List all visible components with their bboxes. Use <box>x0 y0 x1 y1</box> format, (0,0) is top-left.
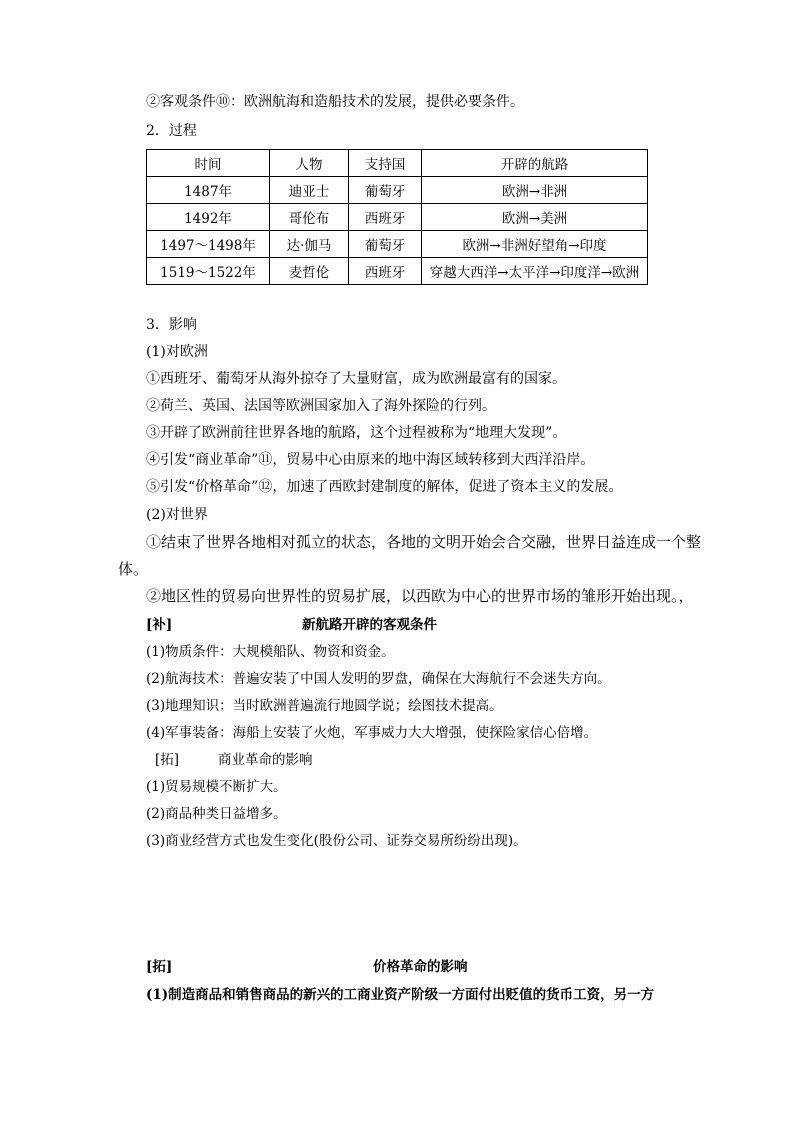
table-cell: 哥伦布 <box>270 204 349 231</box>
europe-item: ①西班牙、葡萄牙从海外掠夺了大量财富，成为欧洲最富有的国家。 <box>146 371 566 387</box>
table-cell: 欧洲→美洲 <box>422 204 648 231</box>
routes-table <box>146 149 648 285</box>
table-cell: 欧洲→非洲 <box>422 177 648 204</box>
extension-1-item: (3)商业经营方式也发生变化(股份公司、证券交易所纷纷出现)。 <box>146 833 527 849</box>
table-cell: 葡萄牙 <box>349 177 422 204</box>
table-header-cell: 时间 <box>147 150 270 177</box>
europe-item: ③开辟了欧洲前往世界各地的航路，这个过程被称为“地理大发现”。 <box>146 425 567 441</box>
section-3-title: 3．影响 <box>146 317 197 333</box>
table-cell: 1519～1522年 <box>147 258 270 285</box>
supplement-item: (2)航海技术：普遍安装了中国人发明的罗盘，确保在大海航行不会迷失方向。 <box>146 671 611 687</box>
europe-subtitle: (1)对欧洲 <box>146 344 208 360</box>
table-row <box>147 231 648 258</box>
table-header-cell: 支持国 <box>349 150 422 177</box>
table-cell: 1497～1498年 <box>147 231 270 258</box>
table-cell: 1492年 <box>147 204 270 231</box>
extension-1-tag: [拓] <box>155 752 180 768</box>
supplement-item: (1)物质条件：大规模船队、物资和资金。 <box>146 644 395 660</box>
table-cell: 麦哲伦 <box>270 258 349 285</box>
table-cell: 西班牙 <box>349 204 422 231</box>
supplement-item: (3)地理知识：当时欧洲普遍流行地圆学说；绘图技术提高。 <box>146 698 503 714</box>
table-row <box>147 177 648 204</box>
table-header-row <box>147 150 648 177</box>
table-row <box>147 204 648 231</box>
world-subtitle: (2)对世界 <box>146 507 208 523</box>
section-2-title: 2．过程 <box>146 123 197 139</box>
world-item-1: ①结束了世界各地相对孤立的状态，各地的文明开始会合交融，世界日益连成一个整 <box>146 533 702 551</box>
table-cell: 欧洲→非洲好望角→印度 <box>422 231 648 258</box>
supplement-item: (4)军事装备：海船上安装了火炮，军事威力大大增强，使探险家信心倍增。 <box>146 725 598 741</box>
europe-item: ⑤引发“价格革命”⑫，加速了西欧封建制度的解体，促进了资本主义的发展。 <box>146 479 623 495</box>
supplement-tag: [补] <box>146 617 173 633</box>
table-cell: 迪亚士 <box>270 177 349 204</box>
world-item-2: ②地区性的贸易向世界性的贸易扩展，以西欧为中心的世界市场的雏形开始出现。， <box>146 587 694 605</box>
europe-item: ②荷兰、英国、法国等欧洲国家加入了海外探险的行列。 <box>146 398 496 414</box>
extension-2-tag: [拓] <box>146 959 173 975</box>
extension-2-title: 价格革命的影响 <box>373 959 468 975</box>
table-cell: 穿越大西洋→太平洋→印度洋→欧洲 <box>422 258 648 285</box>
table-header-cell: 人物 <box>270 150 349 177</box>
extension-2-item: (1)制造商品和销售商品的新兴的工商业资产阶级一方面付出贬值的货币工资，另一方 <box>146 987 655 1003</box>
table-cell: 1487年 <box>147 177 270 204</box>
table-cell: 葡萄牙 <box>349 231 422 258</box>
supplement-title: 新航路开辟的客观条件 <box>302 617 437 633</box>
extension-1-item: (1)贸易规模不断扩大。 <box>146 779 287 795</box>
intro-line: ②客观条件⑩：欧洲航海和造船技术的发展，提供必要条件。 <box>146 94 524 110</box>
table-cell: 西班牙 <box>349 258 422 285</box>
europe-item: ④引发“商业革命”⑪，贸易中心由原来的地中海区域转移到大西洋沿岸。 <box>146 452 595 468</box>
extension-1-title: 商业革命的影响 <box>218 752 313 768</box>
table-row <box>147 258 648 285</box>
table-cell: 达·伽马 <box>270 231 349 258</box>
table-header-cell: 开辟的航路 <box>422 150 648 177</box>
extension-1-item: (2)商品种类日益增多。 <box>146 806 287 822</box>
world-item-1-continued: 体。 <box>118 560 149 578</box>
